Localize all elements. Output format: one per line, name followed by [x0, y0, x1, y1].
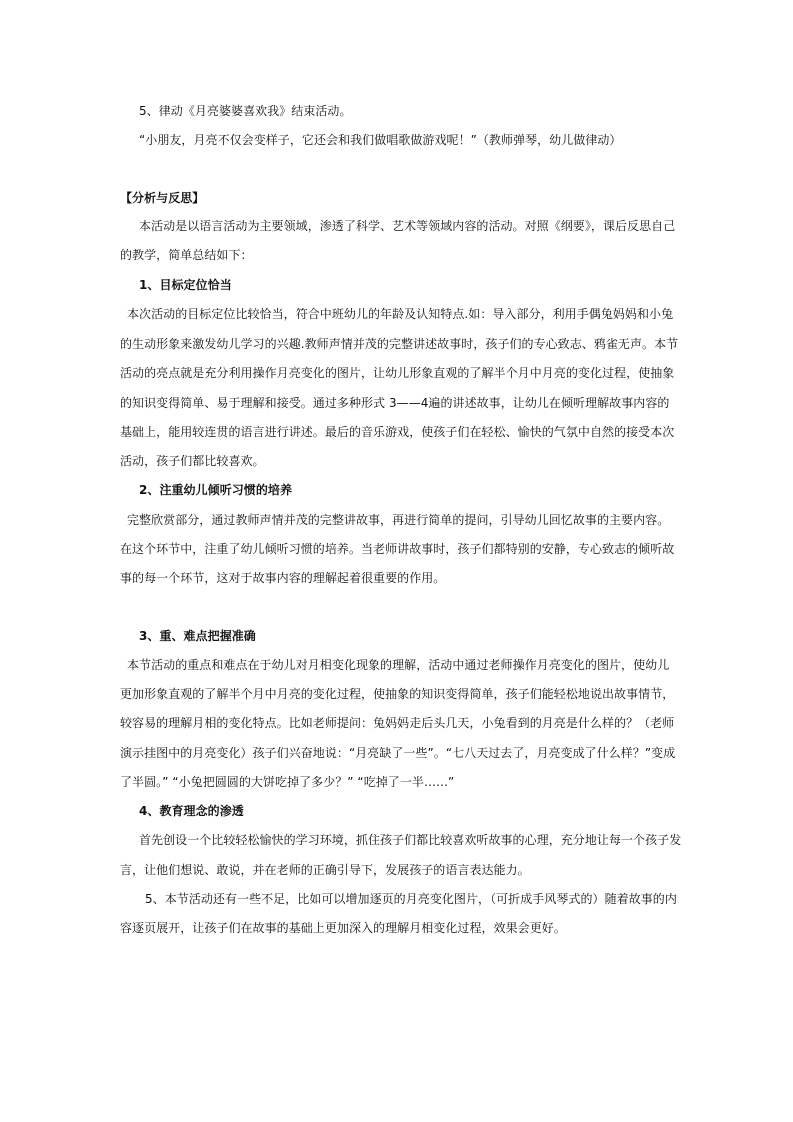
section-1-line-2: 的生动形象来激发幼儿学习的兴趣.教师声情并茂的完整讲述故事时，孩子们的专心致志、鸦雀无声。本节 — [120, 337, 679, 351]
section-2-heading: 2、注重幼儿倾听习惯的培养 — [139, 483, 293, 497]
section-1-line-3: 活动的亮点就是充分利用操作月亮变化的图片，让幼儿形象直观的了解半个月中月亮的变化过程，使抽象 — [120, 366, 675, 380]
section-3-line-3: 较容易的理解月相的变化特点。比如老师提问：兔妈妈走后头几天，小兔看到的月亮是什么样的？（老师 — [120, 716, 675, 730]
section-5-line-2: 容逐页展开，让孩子们在故事的基础上更加深入的理解月相变化过程，效果会更好。 — [120, 921, 566, 935]
section-4-line-1: 首先创设一个比较轻松愉快的学习环境，抓住孩子们都比较喜欢听故事的心理，充分地让每一个孩子发 — [139, 833, 682, 847]
section-2-line-2: 在这个环节中，注重了幼儿倾听习惯的培养。当老师讲故事时，孩子们都特别的安静，专心致志的倾听故 — [120, 542, 675, 556]
section-3-line-5: 了半圆。” “小兔把圆圆的大饼吃掉了多少？” “吃掉了一半……” — [120, 775, 455, 789]
section-4-heading: 4、教育理念的渗透 — [139, 804, 244, 818]
intro-paragraph-line-2: 的教学，简单总结如下： — [120, 248, 253, 262]
section-2-line-1: 完整欣赏部分，通过教师声情并茂的完整讲故事，再进行简单的提问，引导幼儿回忆故事的主要内容。 — [127, 513, 670, 527]
step-5-heading: 5、律动《月亮婆婆喜欢我》结束活动。 — [139, 104, 352, 118]
section-3-line-1: 本节活动的重点和难点在于幼儿对月相变化现象的理解，活动中通过老师操作月亮变化的图片，使幼儿 — [127, 658, 670, 672]
section-4-line-2: 言，让他们想说、敢说，并在老师的正确引导下，发展孩子的语言表达能力。 — [120, 863, 530, 877]
section-1-line-6: 活动，孩子们都比较喜欢。 — [120, 454, 265, 468]
section-1-line-1: 本次活动的目标定位比较恰当，符合中班幼儿的年龄及认知特点.如：导入部分，利用手偶兔妈妈和小兔 — [127, 307, 674, 321]
section-1-heading: 1、目标定位恰当 — [139, 278, 232, 292]
section-3-line-4: 演示挂图中的月亮变化）孩子们兴奋地说：“月亮缺了一些”。“七八天过去了，月亮变成了什么样？”变成 — [120, 746, 676, 760]
section-2-line-3: 事的每一个环节，这对于故事内容的理解起着很重要的作用。 — [120, 571, 446, 585]
section-1-line-4: 的知识变得简单、易于理解和接受。通过多种形式 3——4遍的讲述故事，让幼儿在倾听理解故事内容的 — [120, 396, 670, 410]
section-3-heading: 3、重、难点把握准确 — [139, 629, 256, 643]
intro-paragraph-line-1: 本活动是以语言活动为主要领域，渗透了科学、艺术等领域内容的活动。对照《纲要》，课后反思自己 — [139, 219, 676, 233]
section-1-line-5: 基础上，能用较连贯的语言进行讲述。最后的音乐游戏，使孩子们在轻松、愉快的气氛中自然的接受本次 — [120, 425, 675, 439]
analysis-heading: 【分析与反思】 — [120, 191, 205, 205]
section-5-line-1: 5、本节活动还有一些不足，比如可以增加逐页的月亮变化图片，（可折成手风琴式的）随着故事的内 — [145, 892, 677, 906]
section-3-line-2: 更加形象直观的了解半个月中月亮的变化过程，使抽象的知识变得简单，孩子们能轻松地说出故事情节， — [120, 687, 675, 701]
teacher-quote-line: “小朋友，月亮不仅会变样子，它还会和我们做唱歌做游戏呢！”（教师弹琴，幼儿做律动） — [139, 133, 622, 147]
